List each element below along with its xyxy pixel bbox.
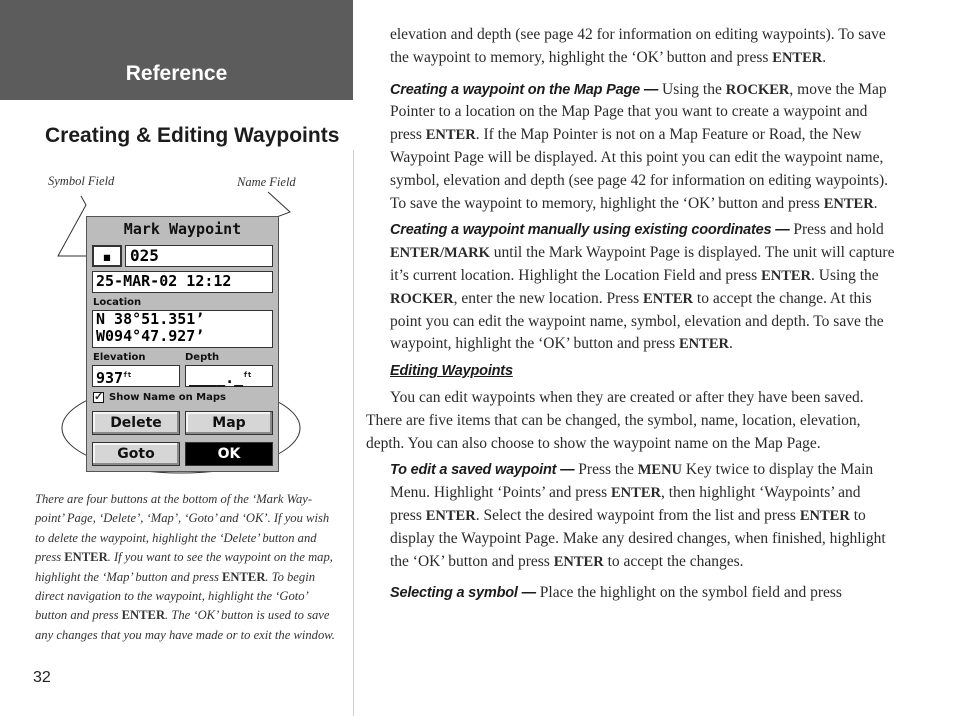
page-number: 32 (33, 669, 51, 686)
key-term: ENTER (679, 336, 729, 353)
body-column (366, 24, 896, 605)
key-term: ENTER/MARK (390, 245, 490, 262)
section-title: Reference (125, 62, 228, 85)
para-text: . If the Map Pointer is not on a Map Feature or Road, the New Waypoint Page will be displayed. At this point you can edit the waypoint name, symbol, elevation and depth (see page 42 for information on editing waypoints). To save the waypoint to memory, highlight the ‘OK’ button and press (390, 126, 889, 212)
name-field[interactable]: 025 (125, 245, 273, 267)
elevation-field[interactable] (92, 365, 180, 387)
para-text: to accept the changes. (603, 552, 744, 570)
screen-title: Mark Waypoint (123, 220, 242, 238)
para-text: You can edit waypoints when they are created or after they have been saved. There are five items that can be changed, the symbol, name, location, elevation, depth. You can also choose to show the waypoint name on the Map Page. (366, 388, 864, 452)
para-text: , enter the new location. Press (453, 289, 644, 307)
para-text: . (873, 194, 878, 212)
caption-key: ENTER (222, 569, 266, 584)
key-term: ENTER (761, 267, 812, 284)
location-field[interactable] (92, 310, 273, 348)
para-text: . Select the desired waypoint from the list and press (475, 506, 800, 524)
para-text: , move the Map Pointer to a location on the Map Page that you want to create a waypoint and press (390, 80, 887, 144)
callout-symbol-field: Symbol Field (48, 174, 115, 188)
key-term: ENTER (823, 195, 874, 212)
para-text: Key twice to display the Main Menu. Highlight ‘Points’ and press (390, 461, 874, 502)
run-in-heading: Creating a waypoint manually using existing coordinates — (390, 222, 790, 239)
para-text: . Using the (811, 266, 879, 284)
depth-label: Depth (185, 352, 220, 363)
callout-name-field: Name Field (237, 175, 296, 189)
show-name-checkbox[interactable]: ✓ (94, 391, 104, 403)
paragraph-continued (366, 24, 896, 70)
caption-key: ENTER (64, 550, 108, 565)
show-name-label: Show Name on Maps (109, 392, 226, 403)
symbol-field[interactable]: ▪ (92, 245, 122, 267)
goto-button[interactable]: Goto (92, 442, 180, 466)
paragraph-manual-coordinates (366, 219, 896, 356)
para-text: until the Mark Waypoint Page is displayed. The unit will capture it’s current location. Highlight the Location Field and press (390, 244, 895, 284)
key-term: ROCKER (725, 81, 790, 98)
depth-value: ____._ (189, 369, 244, 387)
subheading-editing-waypoints (366, 360, 896, 383)
caption-text: There are four buttons at the bottom of the ‘Mark Way-point’ Page, ‘Delete’, ‘Map’, ‘Goto’ and ‘OK’. If you wish to delete the waypoint, highlight the ‘Delete’ button and press (35, 492, 330, 565)
key-term: ENTER (611, 485, 661, 502)
caption-text: . The ‘OK’ button is used to save any changes that you may have made or to exit the window. (35, 608, 335, 642)
elevation-unit: ft (123, 371, 132, 379)
ok-button[interactable]: OK (185, 442, 273, 466)
paragraph-editing-intro (366, 387, 896, 455)
caption-text: . To begin direct navigation to the waypoint, highlight the ‘Goto’ button and press (35, 569, 315, 623)
key-term: MENU (637, 462, 683, 479)
map-button[interactable]: Map (185, 411, 273, 435)
para-text: Place the highlight on the symbol field and press (535, 584, 842, 602)
paragraph-map-page (366, 79, 896, 216)
depth-field[interactable] (185, 365, 273, 387)
paragraph-selecting-symbol (366, 582, 896, 605)
key-term: ROCKER (390, 290, 454, 307)
key-term: ENTER (425, 127, 476, 144)
mark-waypoint-screen (86, 216, 279, 472)
paragraph-edit-saved (366, 459, 896, 573)
para-text: . (728, 335, 733, 353)
run-in-heading: Selecting a symbol — (390, 585, 536, 602)
run-in-heading: To edit a saved waypoint — (390, 462, 575, 479)
column-divider (353, 150, 354, 716)
location-label: Location (93, 297, 142, 308)
depth-unit: ft (243, 371, 252, 379)
caption-text: . If you want to see the waypoint on the map, highlight the ‘Map’ button and press (35, 550, 333, 584)
figure-caption (35, 490, 337, 645)
para-text: , then highlight ‘Waypoints’ and press (390, 484, 861, 524)
key-term: ENTER (772, 49, 823, 66)
longitude-value: W094°47.927’ (96, 327, 205, 345)
para-text: elevation and depth (see page 42 for information on editing waypoints). To save the waypoint to memory, highlight the ‘OK’ button and press (390, 26, 886, 66)
para-text: to accept the change. At this point you can edit the waypoint name, symbol, elevation and depth. To save the waypoint, highlight the ‘OK’ button and press (390, 289, 884, 353)
para-text: to display the Waypoint Page. Make any desired changes, when finished, highlight the ‘OK’ button and press (390, 506, 886, 570)
caption-key: ENTER (121, 608, 166, 623)
delete-button[interactable]: Delete (92, 411, 180, 435)
para-text: Press and hold (789, 221, 884, 239)
key-term: ENTER (553, 553, 604, 570)
subheading: Editing Waypoints (390, 363, 513, 380)
page-heading: Creating & Editing Waypoints (45, 124, 340, 147)
para-text: Press the (574, 461, 638, 479)
para-text: . (822, 48, 827, 66)
run-in-heading: Creating a waypoint on the Map Page — (390, 81, 659, 98)
para-text: Using the (658, 80, 726, 98)
key-term: ENTER (425, 507, 476, 524)
latitude-value: N 38°51.351’ (96, 310, 205, 328)
datetime-field: 25-MAR-02 12:12 (92, 271, 273, 293)
key-term: ENTER (799, 507, 850, 524)
elevation-label: Elevation (93, 352, 146, 363)
key-term: ENTER (643, 290, 694, 307)
elevation-value: 937 (96, 369, 124, 387)
